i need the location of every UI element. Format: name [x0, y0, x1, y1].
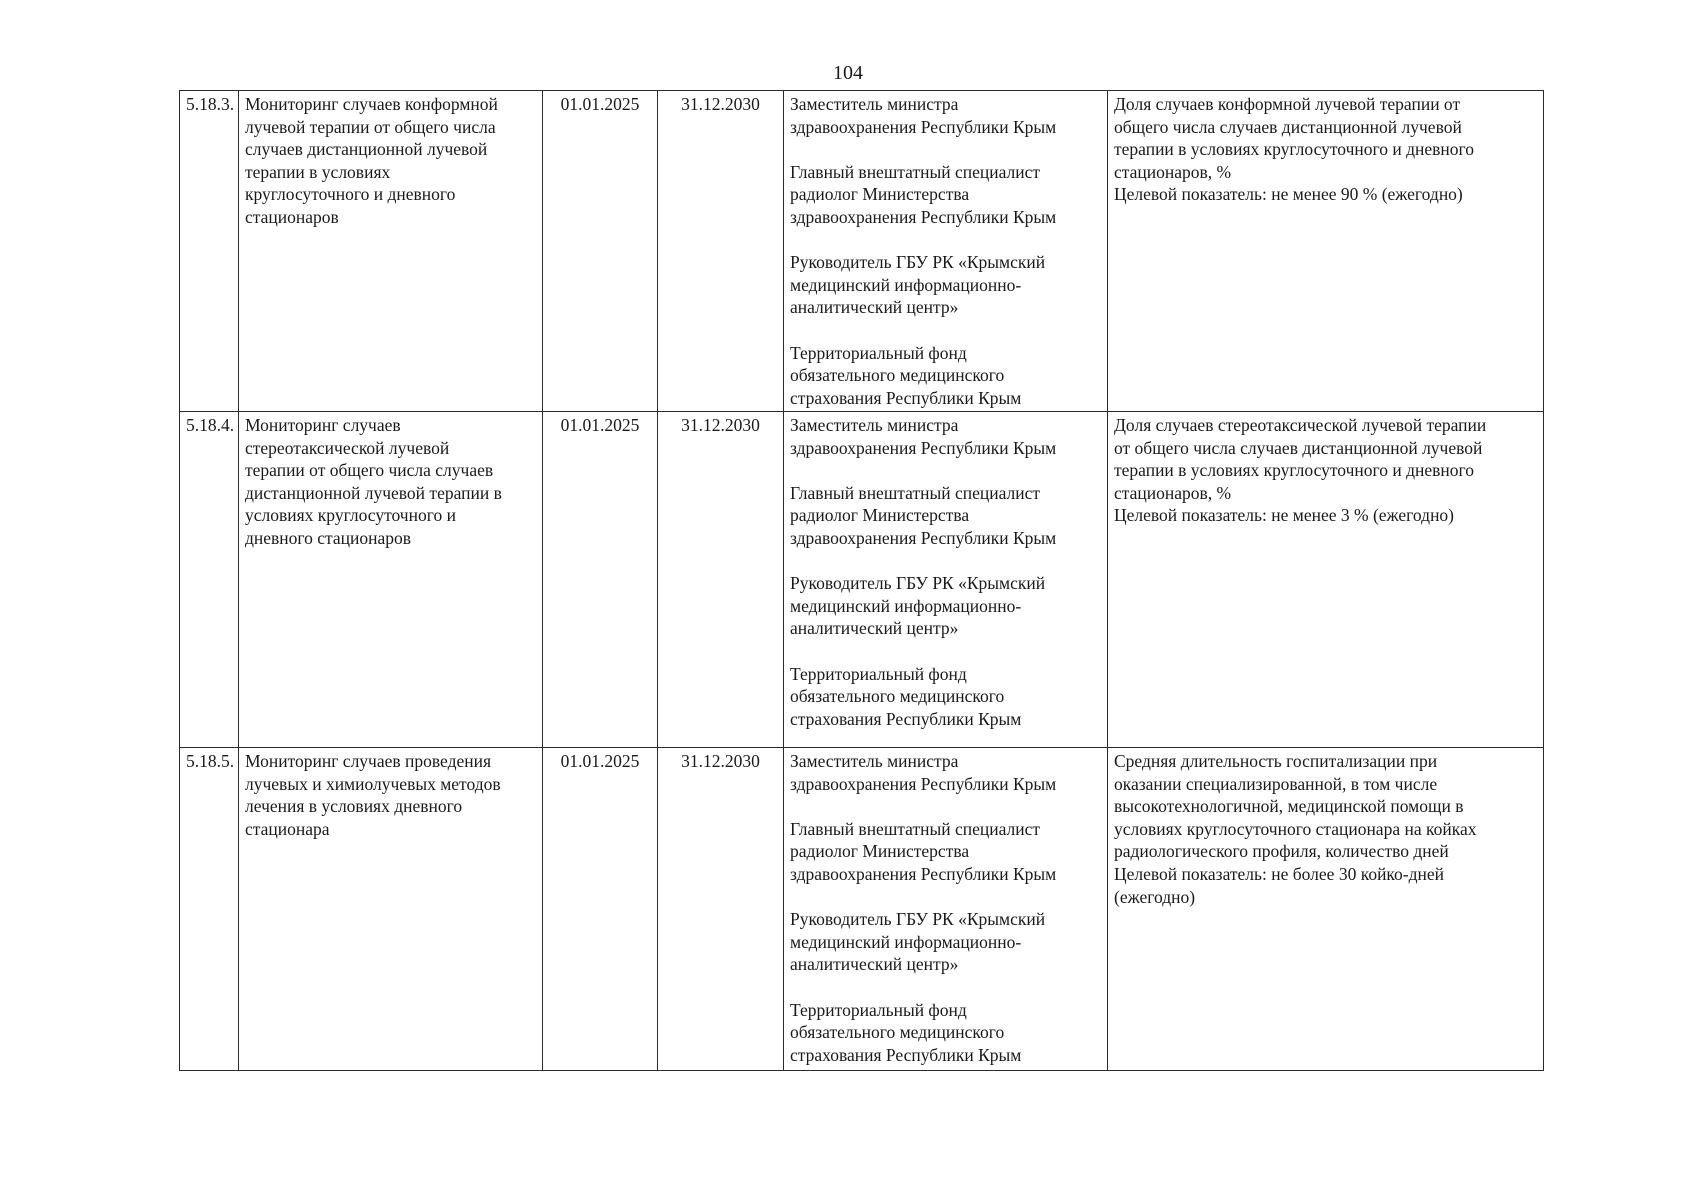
indicator-line: стационаров, %	[1114, 482, 1232, 503]
responsible-line: обязательного медицинского	[790, 1022, 1005, 1043]
indicator-line: общего числа случаев дистанционной лучевой	[1114, 116, 1462, 137]
end-date: 31.12.2030	[658, 91, 784, 412]
measure-name-cell	[239, 748, 543, 1071]
responsible-line: здравоохранения Республики Крым	[790, 116, 1057, 137]
indicator-line: Целевой показатель: не более 30 койко-дней	[1114, 863, 1445, 884]
indicator-line: стационаров, %	[1114, 161, 1232, 182]
measures-table	[179, 90, 1544, 1071]
paragraph-gap	[790, 640, 1101, 663]
responsible-line: медицинский информационно-	[790, 595, 1022, 616]
paragraph-gap	[790, 319, 1101, 342]
responsible-line: Руководитель ГБУ РК «Крымский	[790, 252, 1046, 273]
indicator-line: Средняя длительность госпитализации при	[1114, 751, 1438, 771]
responsible-line: Руководитель ГБУ РК «Крымский	[790, 573, 1046, 594]
start-date: 01.01.2025	[543, 412, 658, 748]
measure-name-line: стационара	[245, 818, 330, 839]
indicator-line: терапии в условиях круглосуточного и дневного	[1114, 460, 1475, 481]
responsible-line: Территориальный фонд	[790, 663, 967, 684]
responsible-line: здравоохранения Республики Крым	[790, 437, 1057, 458]
responsible-line: здравоохранения Республики Крым	[790, 527, 1057, 548]
responsible-line: Руководитель ГБУ РК «Крымский	[790, 909, 1046, 930]
start-date: 01.01.2025	[543, 91, 658, 412]
responsible-line: радиолог Министерства	[790, 505, 970, 526]
responsible-line: здравоохранения Республики Крым	[790, 773, 1057, 794]
measure-name-line: стационаров	[245, 206, 339, 227]
indicator-line: условиях круглосуточного стационара на койках	[1114, 818, 1477, 839]
responsible-line: страхования Республики Крым	[790, 387, 1022, 408]
responsible-line: страхования Республики Крым	[790, 1044, 1022, 1065]
measure-name-line: дневного стационаров	[245, 527, 412, 548]
responsible-line: Заместитель министра	[790, 94, 959, 114]
measure-name-line: терапии от общего числа случаев	[245, 460, 494, 481]
indicator-line: Целевой показатель: не менее 3 % (ежегодно)	[1114, 505, 1455, 526]
measure-name-line: случаев дистанционной лучевой	[245, 139, 488, 160]
responsible-line: обязательного медицинского	[790, 686, 1005, 707]
responsible-line: Заместитель министра	[790, 751, 959, 771]
measure-name-cell	[239, 91, 543, 412]
responsible-line: обязательного медицинского	[790, 365, 1005, 386]
responsible-line: Главный внештатный специалист	[790, 482, 1041, 503]
table-row	[180, 412, 1544, 748]
indicator-cell	[1108, 412, 1544, 748]
measure-name-line: Мониторинг случаев	[245, 415, 401, 435]
measure-name-line: условиях круглосуточного и	[245, 505, 456, 526]
item-number: 5.18.3.	[180, 91, 239, 412]
measure-name-cell	[239, 412, 543, 748]
table-row	[180, 748, 1544, 1071]
indicator-line: высокотехнологичной, медицинской помощи в	[1114, 796, 1464, 817]
indicator-line: Доля случаев стереотаксической лучевой терапии	[1114, 415, 1487, 435]
responsible-line: медицинский информационно-	[790, 274, 1022, 295]
measure-name-line: стереотаксической лучевой	[245, 437, 450, 458]
responsible-line: Главный внештатный специалист	[790, 161, 1041, 182]
indicator-line: радиологического профиля, количество дней	[1114, 841, 1449, 862]
measure-name-line: Мониторинг случаев проведения	[245, 751, 492, 771]
indicator-cell	[1108, 91, 1544, 412]
start-date: 01.01.2025	[543, 748, 658, 1071]
responsible-cell	[784, 748, 1108, 1071]
paragraph-gap	[790, 229, 1101, 252]
responsible-line: медицинский информационно-	[790, 931, 1022, 952]
responsible-cell	[784, 412, 1108, 748]
measure-name-line: Мониторинг случаев конформной	[245, 94, 498, 114]
responsible-line: здравоохранения Республики Крым	[790, 206, 1057, 227]
responsible-line: аналитический центр»	[790, 297, 959, 318]
responsible-line: аналитический центр»	[790, 618, 959, 639]
indicator-line: Целевой показатель: не менее 90 % (ежегодно)	[1114, 184, 1463, 205]
responsible-line: Территориальный фонд	[790, 999, 967, 1020]
measure-name-line: лучевых и химиолучевых методов	[245, 773, 501, 794]
paragraph-gap	[790, 886, 1101, 909]
responsible-line: Территориальный фонд	[790, 342, 967, 363]
indicator-cell	[1108, 748, 1544, 1071]
responsible-line: радиолог Министерства	[790, 184, 970, 205]
item-number: 5.18.5.	[180, 748, 239, 1071]
indicator-line: оказании специализированной, в том числе	[1114, 773, 1438, 794]
responsible-line: здравоохранения Республики Крым	[790, 863, 1057, 884]
responsible-cell	[784, 91, 1108, 412]
paragraph-gap	[790, 459, 1101, 482]
measure-name-line: лечения в условиях дневного	[245, 796, 463, 817]
measure-name-line: дистанционной лучевой терапии в	[245, 482, 502, 503]
indicator-line: терапии в условиях круглосуточного и дневного	[1114, 139, 1475, 160]
end-date: 31.12.2030	[658, 412, 784, 748]
indicator-line: Доля случаев конформной лучевой терапии от	[1114, 94, 1461, 114]
responsible-line: страхования Республики Крым	[790, 708, 1022, 729]
indicator-line: от общего числа случаев дистанционной лучевой	[1114, 437, 1483, 458]
responsible-line: Заместитель министра	[790, 415, 959, 435]
responsible-line: аналитический центр»	[790, 954, 959, 975]
paragraph-gap	[790, 550, 1101, 573]
responsible-line: Главный внештатный специалист	[790, 818, 1041, 839]
paragraph-gap	[790, 795, 1101, 818]
measure-name-line: терапии в условиях	[245, 161, 391, 182]
responsible-line: радиолог Министерства	[790, 841, 970, 862]
page-number: 104	[833, 62, 863, 84]
paragraph-gap	[790, 138, 1101, 161]
indicator-line: (ежегодно)	[1114, 886, 1196, 907]
measure-name-line: лучевой терапии от общего числа	[245, 116, 496, 137]
table-row	[180, 91, 1544, 412]
measure-name-line: круглосуточного и дневного	[245, 184, 456, 205]
end-date: 31.12.2030	[658, 748, 784, 1071]
paragraph-gap	[790, 976, 1101, 999]
item-number: 5.18.4.	[180, 412, 239, 748]
